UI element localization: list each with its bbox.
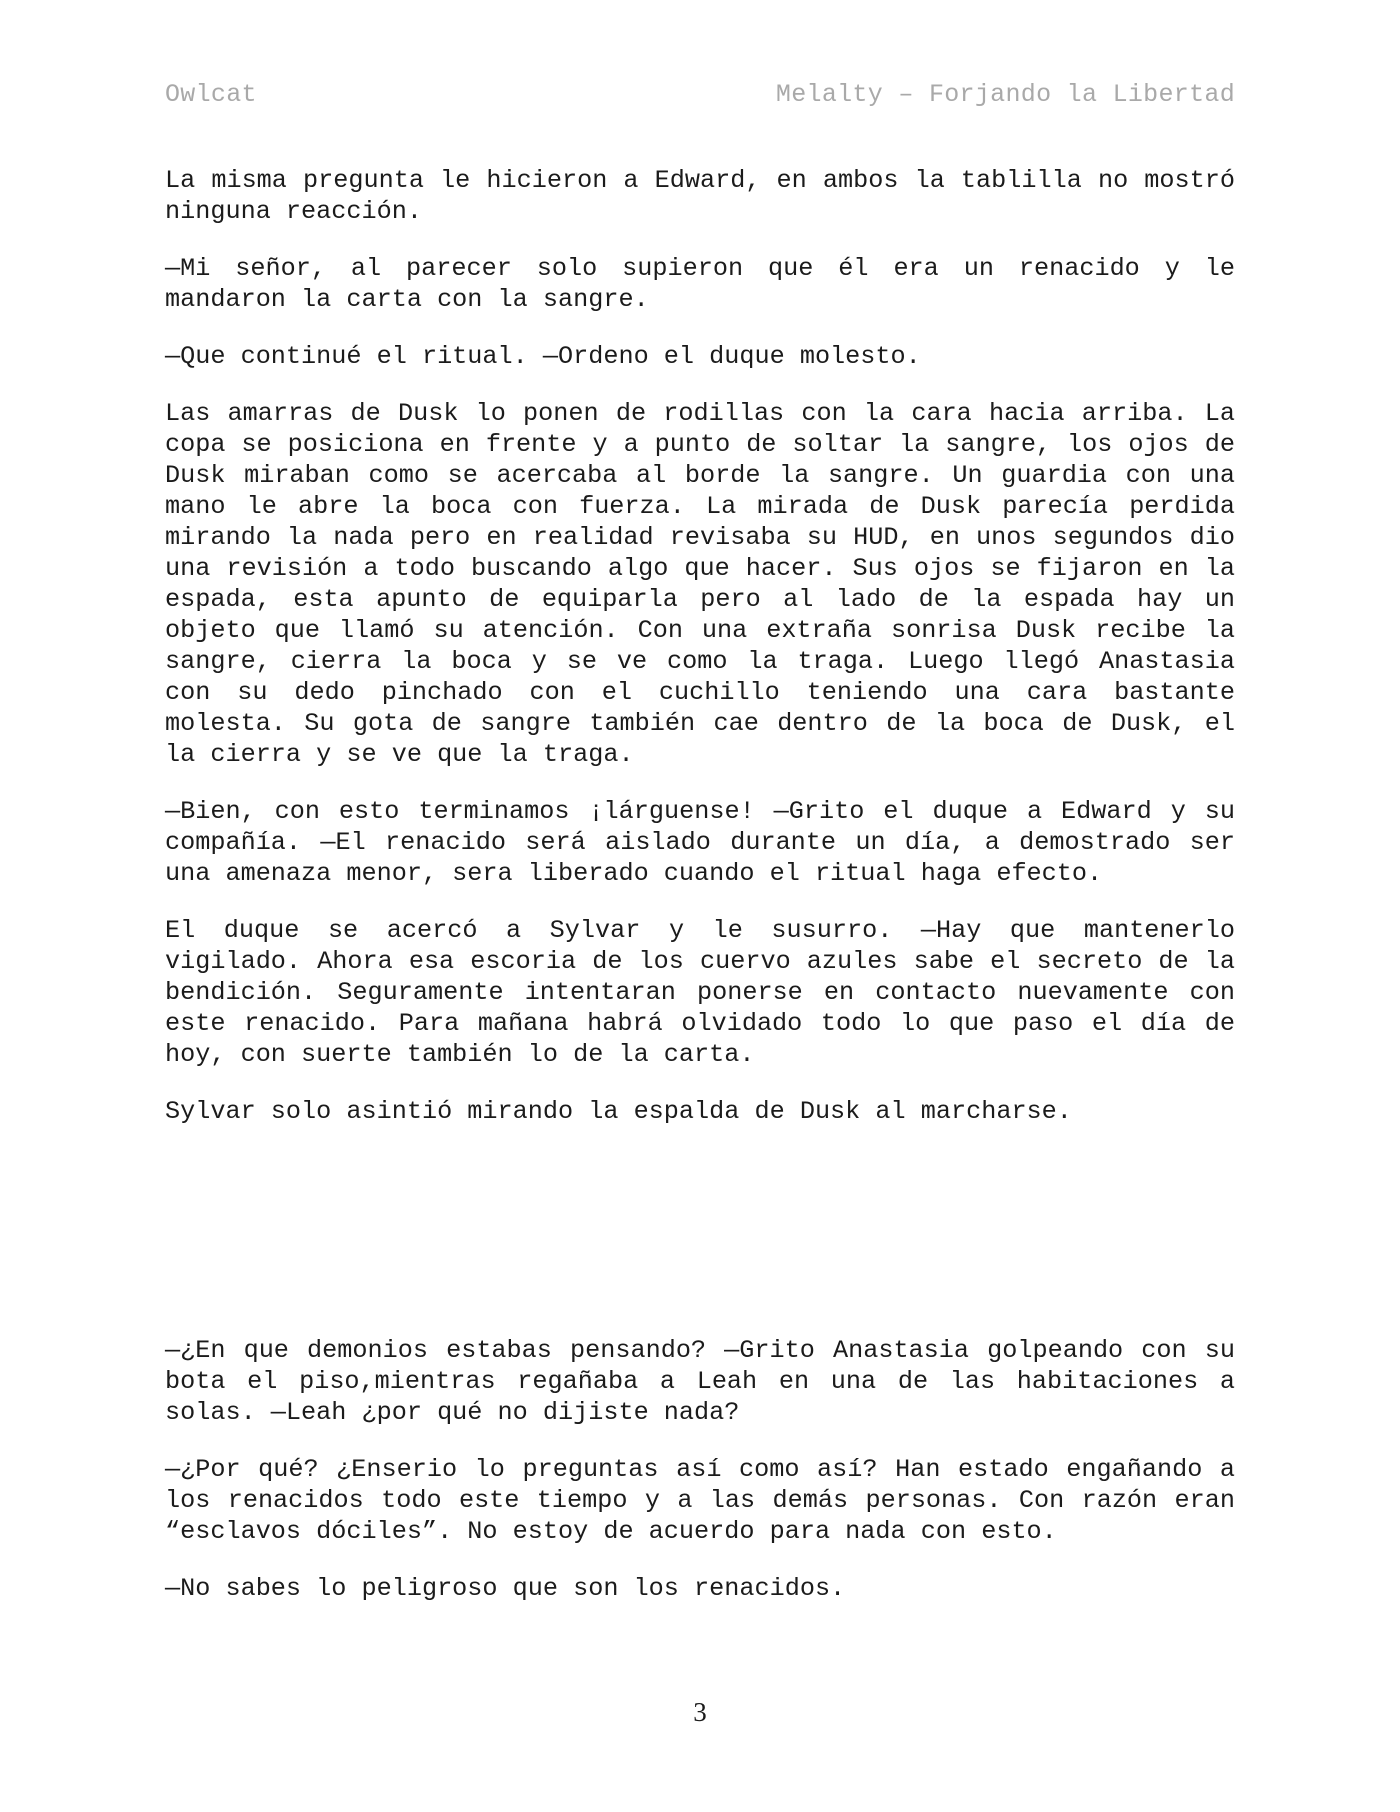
- paragraph: —¿En que demonios estabas pensando? —Grito Anastasia golpeando con su bota el piso,mientras regañaba a Leah en una de las habitaciones a solas. —Leah ¿por qué no dijiste nada?: [165, 1336, 1235, 1427]
- page-number: 3: [693, 1697, 707, 1727]
- paragraph: —Que continué el ritual. —Ordeno el duque molesto.: [165, 342, 921, 371]
- paragraph: La misma pregunta le hicieron a Edward, en ambos la tablilla no mostró ninguna reacción.: [165, 166, 1235, 226]
- page-header: [165, 80, 1235, 114]
- paragraph: Las amarras de Dusk lo ponen de rodillas con la cara hacia arriba. La copa se posiciona en frente y a punto de soltar la sangre, los ojos de Dusk miraban como se acercaba al borde la sangre. Un guardia con una mano le abre la boca con fuerza. La mirada de Dusk parecía perdida mirando la nada pero en realidad revisaba su HUD, en unos segundos dio una revisión a todo buscando algo que hacer. Sus ojos se fijaron en la espada, esta apunto de equiparla pero al lado de la espada hay un objeto que llamó su atención. Con una extraña sonrisa Dusk recibe la sangre, cierra la boca y se ve como la traga. Luego llegó Anastasia con su dedo pinchado con el cuchillo teniendo una cara bastante molesta. Su gota de sangre también cae dentro de la boca de Dusk, el la cierra y se ve que la traga.: [165, 399, 1235, 769]
- paragraph: —Mi señor, al parecer solo supieron que él era un renacido y le mandaron la carta con la sangre.: [165, 254, 1235, 314]
- paragraph: —No sabes lo peligroso que son los renacidos.: [165, 1574, 846, 1603]
- header-title: Melalty – Forjando la Libertad: [775, 80, 1235, 109]
- paragraph: —¿Por qué? ¿Enserio lo preguntas así como así? Han estado engañando a los renacidos todo este tiempo y a las demás personas. Con razón eran “esclavos dóciles”. No estoy de acuerdo para nada con esto.: [165, 1455, 1235, 1546]
- paragraph: El duque se acercó a Sylvar y le susurro. —Hay que mantenerlo vigilado. Ahora esa escoria de los cuervo azules sabe el secreto de la bendición. Seguramente intentaran ponerse en contacto nuevamente con este renacido. Para mañana habrá olvidado todo lo que paso el día de hoy, con suerte también lo de la carta.: [165, 916, 1235, 1069]
- header-author: Owlcat: [165, 80, 257, 109]
- paragraph: —Bien, con esto terminamos ¡lárguense! —Grito el duque a Edward y su compañía. —El renacido será aislado durante un día, a demostrado ser una amenaza menor, sera liberado cuando el ritual haga efecto.: [165, 797, 1235, 888]
- paragraph: Sylvar solo asintió mirando la espalda de Dusk al marcharse.: [165, 1097, 1072, 1126]
- body-text-bottom: [165, 1335, 1235, 1630]
- body-text-top: [165, 165, 1235, 1153]
